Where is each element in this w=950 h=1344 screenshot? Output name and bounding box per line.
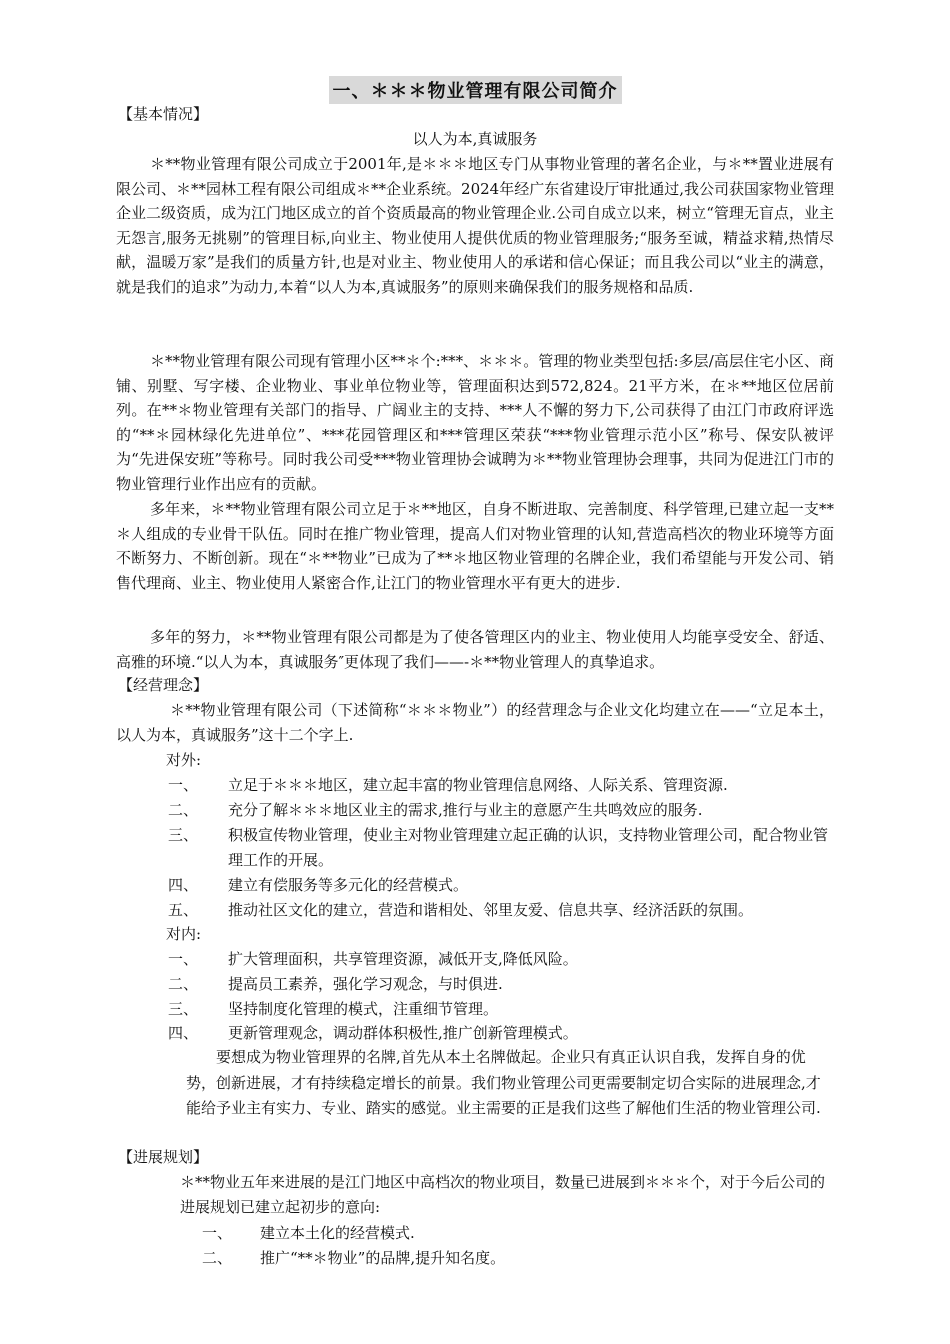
item-number: 四、 (168, 1024, 199, 1042)
internal-item (168, 947, 836, 972)
item-number: 一、 (168, 950, 199, 968)
internal-label: 对内: (166, 925, 202, 943)
section-header-philosophy: 【经营理念】 (118, 676, 209, 694)
item-text: 充分了解＊＊＊地区业主的需求,推行与业主的意愿产生共鸣效应的服务. (228, 801, 703, 819)
section-header-basic: 【基本情况】 (118, 105, 209, 123)
section-header-plan: 【进展规划】 (118, 1148, 209, 1166)
item-text: 建立本土化的经营模式. (260, 1224, 415, 1242)
item-number: 二、 (168, 801, 199, 819)
item-text: 扩大管理面积，共享管理资源，减低开支,降低风险。 (228, 950, 578, 968)
external-item (168, 798, 836, 823)
item-text: 推动社区文化的建立，营造和谐相处、邻里友爱、信息共享、经济活跃的氛围。 (228, 901, 754, 919)
item-text: 建立有偿服务等多元化的经营模式。 (228, 876, 469, 894)
plan-item (202, 1222, 415, 1243)
item-text: 更新管理观念，调动群体积极性,推广创新管理模式。 (228, 1024, 578, 1042)
philosophy-intro: ＊**物业管理有限公司（下述简称“＊＊＊物业”）的经营理念与企业文化均建立在——“立足本土，以人为本，真诚服务”这十二个字上. (116, 701, 834, 744)
external-item (168, 873, 836, 898)
basic-paragraph-3: 多年来，＊**物业管理有限公司立足于＊**地区，自身不断进取、完善制度、科学管理,已建立起一支**＊人组成的专业骨干队伍。同时在推广物业管理，提高人们对物业管理的认知,营造高档次的物业环境等方面不断努力、不断创新。现在“＊**物业”已成为了**＊地区物业管理的名牌企业，我们希望能与开发公司、销售代理商、业主、物业使用人紧密合作,让江门的物业管理水平有更大的进步. (116, 500, 834, 592)
item-number: 一、 (202, 1224, 233, 1242)
item-text: 立足于＊＊＊地区，建立起丰富的物业管理信息网络、人际关系、管理资源. (228, 776, 728, 794)
page-title: 一、＊＊＊物业管理有限公司简介 (329, 76, 622, 104)
internal-item (168, 972, 836, 997)
basic-paragraph-4: 多年的努力，＊**物业管理有限公司都是为了使各管理区内的业主、物业使用人均能享受安全、舒适、高雅的环境.“以人为本，真诚服务″更体现了我们——-＊**物业管理人的真挚追求。 (116, 628, 834, 671)
slogan: 以人为本,真诚服务 (412, 130, 538, 148)
item-text: 坚持制度化管理的模式，注重细节管理。 (228, 1000, 499, 1018)
basic-paragraph-1: ＊**物业管理有限公司成立于2001年,是＊＊＊地区专门从事物业管理的著名企业，与＊**置业进展有限公司、＊**园林工程有限公司组成＊**企业系统。2024年经广东省建设厅审批通过,我公司获国家物业管理企业二级资质，成为江门地区成立的首个资质最高的物业管理企业.公司自成立以来，树立“管理无盲点，业主无怨言,服务无挑剔”的管理目标,向业主、物业使用人提供优质的物业管理服务;“服务至诚，精益求精,热情尽献，温暖万家”是我们的质量方针,也是对业主、物业使用人的承诺和信心保证；而且我公司以“业主的满意，就是我们的追求”为动力,本着“以人为本,真诚服务”的原则来确保我们的服务规格和品质. (116, 155, 834, 296)
basic-paragraph-2: ＊**物业管理有限公司现有管理小区**＊个:***、＊＊＊。管理的物业类型包括:多层/高层住宅小区、商铺、别墅、写字楼、企业物业、事业单位物业等，管理面积达到572,824。21平方米，在＊**地区位居前列。在**＊物业管理有关部门的指导、广阔业主的支持、***人不懈的努力下,公司获得了由江门市政府评选的“**＊园林绿化先进单位”、***花园管理区和***管理区荣获“***物业管理示范小区”称号、保安队被评为“先进保安班”等称号。同时我公司受***物业管理协会诚聘为＊**物业管理协会理事，共同为促进江门市的物业管理行业作出应有的贡献。 (116, 352, 834, 493)
plan-intro: ＊**物业五年来进展的是江门地区中高档次的物业项目，数量已进展到＊＊＊个，对于今后公司的进展规划已建立起初步的意向: (180, 1173, 826, 1216)
external-item (168, 898, 836, 923)
internal-item (168, 997, 836, 1022)
item-number: 三、 (168, 826, 199, 844)
philosophy-closing: 要想成为物业管理界的名牌,首先从本土名牌做起。企业只有真正认识自我，发挥自身的优势，创新进展，才有持续稳定增长的前景。我们物业管理公司更需要制定切合实际的进展理念,才能给予业主有实力、专业、踏实的感觉。业主需要的正是我们这些了解他们生活的物业管理公司. (186, 1048, 821, 1117)
external-label: 对外: (166, 751, 202, 769)
item-number: 三、 (168, 1000, 199, 1018)
item-number: 二、 (168, 975, 199, 993)
internal-item (168, 1021, 836, 1046)
item-text: 推广“**＊物业”的品牌,提升知名度。 (260, 1249, 506, 1267)
item-number: 四、 (168, 876, 199, 894)
external-item (168, 823, 836, 873)
item-number: 二、 (202, 1249, 233, 1267)
item-text: 积极宣传物业管理，使业主对物业管理建立起正确的认识，支持物业管理公司，配合物业管理工作的开展。 (228, 826, 829, 869)
item-number: 一、 (168, 776, 199, 794)
title-container (0, 76, 950, 104)
item-number: 五、 (168, 901, 199, 919)
item-text: 提高员工素养，强化学习观念，与时俱进. (228, 975, 503, 993)
external-item (168, 773, 836, 798)
plan-item (202, 1247, 505, 1268)
